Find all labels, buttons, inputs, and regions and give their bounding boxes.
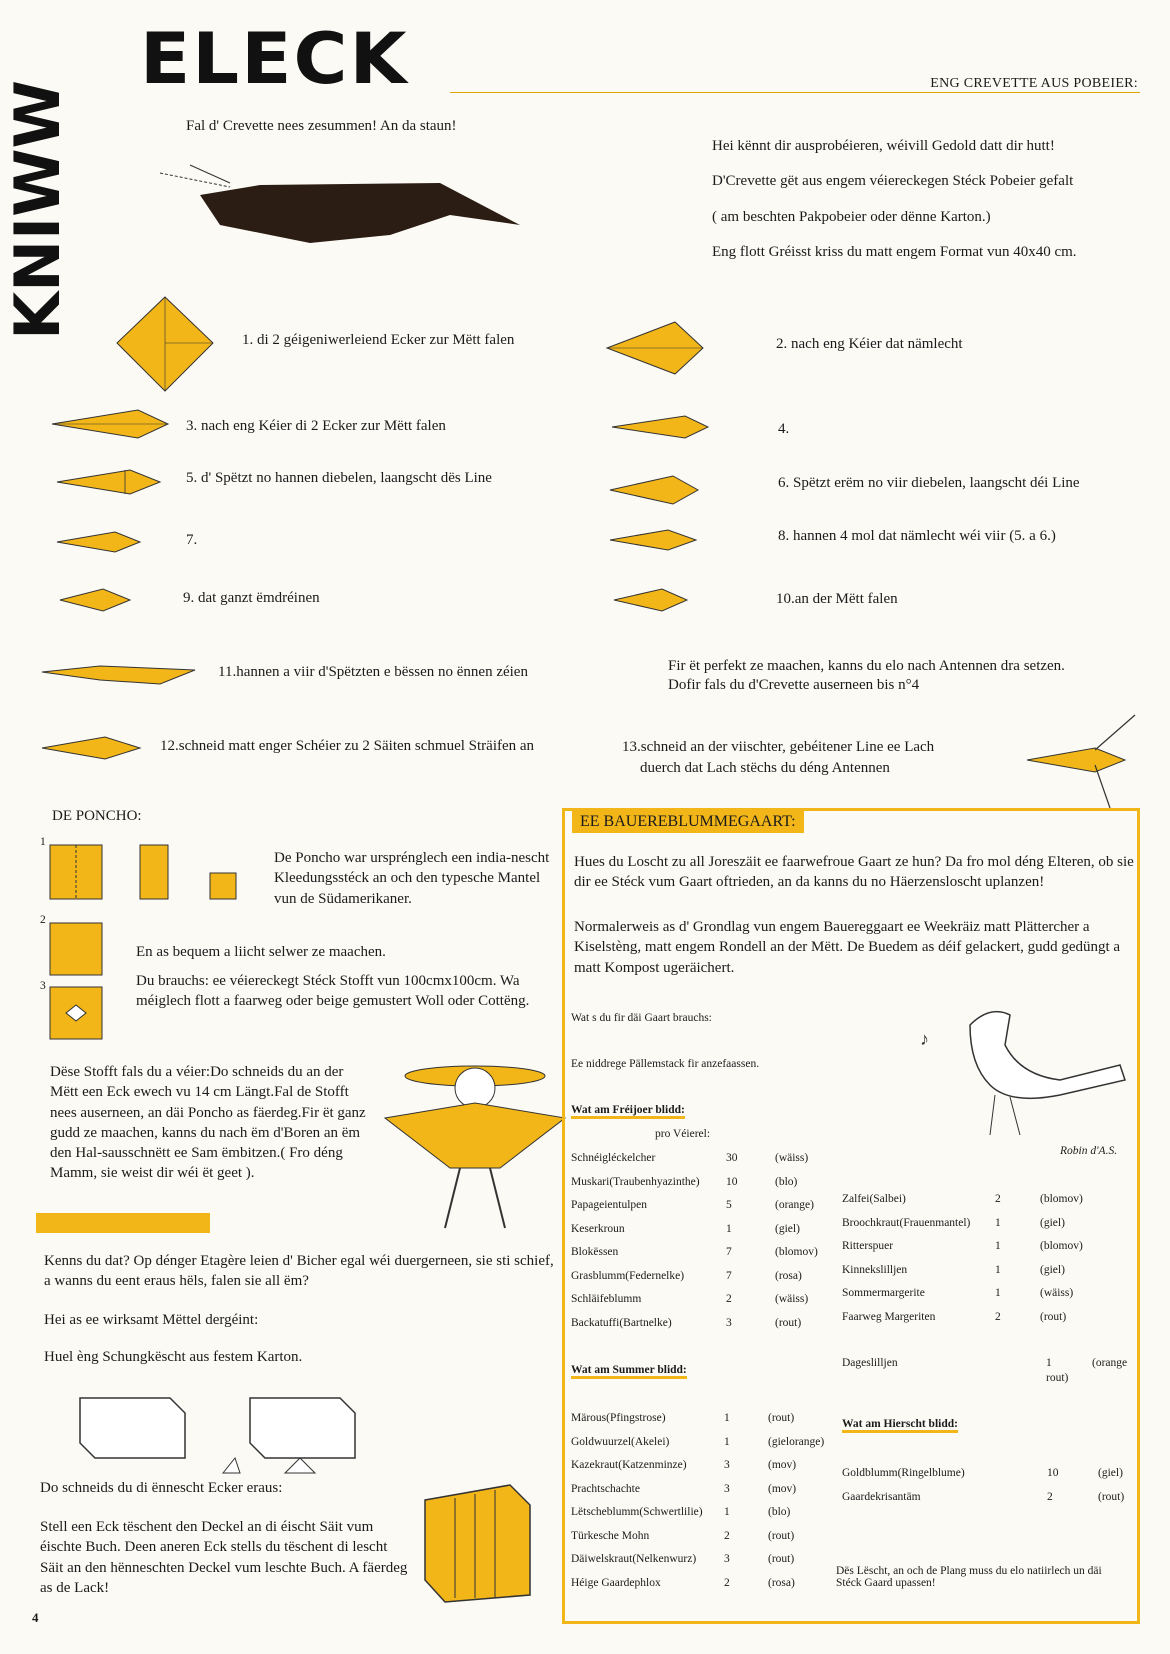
spring-plant-cell: Schläifeblumm: [571, 1293, 642, 1305]
books-cut: Do schneids du di ënnescht Ecker eraus:: [40, 1480, 283, 1496]
spring-plant-cell: 7: [726, 1246, 732, 1258]
poncho-easy: En as bequem a liicht selwer ze maachen.: [136, 944, 386, 960]
books-intro: Kenns du dat? Op dénger Etagère leien d' Bicher egal wéi duergerneen, sie sti schief, a wanns du eent eraus hëls, falen sie all ëm?: [44, 1253, 554, 1290]
vertical-title-text: KNIWW: [1, 80, 74, 340]
spring-plant-cell: Papageientulpen: [571, 1199, 648, 1211]
poncho-intro: De Poncho war ursprénglech een india-nescht Kleedungsstéck an och den typesche Mantel vun de Südamerikaner.: [274, 850, 550, 907]
autumn-title: Wat am Hierscht blidd:: [842, 1418, 958, 1433]
poncho-title: DE PONCHO:: [52, 808, 142, 824]
plant-cell: Faarweg Margeriten: [842, 1310, 936, 1323]
poncho-fig-1: 1: [40, 836, 46, 848]
fold-diagram-3: [50, 402, 170, 452]
summer-plant-cell: (rout): [768, 1529, 795, 1542]
summer-plant-cell: (rosa): [768, 1576, 795, 1589]
summer-plant-cell: 1: [724, 1412, 730, 1424]
summer-plant-cell: 3: [724, 1553, 730, 1565]
fold-diagram-4: [610, 412, 710, 442]
bookend-illustration: [420, 1480, 535, 1605]
page-number: 4: [32, 1610, 39, 1625]
spring-subtitle: pro Véierel:: [655, 1128, 711, 1140]
garden-need-item: Ee niddrege Pällemstack fir anzefaassen.: [571, 1058, 760, 1070]
plant-cell: 1: [995, 1287, 1001, 1299]
plant-cell: Kinnekslilljen: [842, 1263, 908, 1276]
autumn-plant-cell: (rout): [1098, 1490, 1125, 1503]
step-5: 5. d' Spëtzt no hannen diebelen, laangscht dës Line: [186, 470, 492, 486]
summer-plant-cell: 1: [724, 1506, 730, 1518]
autumn-plant-cell: (giel): [1098, 1467, 1123, 1479]
books-box: Huel èng Schungkëscht aus festem Karton.: [44, 1349, 303, 1365]
autumn-plant-cell: 10: [1047, 1467, 1059, 1479]
spring-plant-cell: 7: [726, 1269, 732, 1282]
garden-need-title: Wat s du fir däi Gaart brauchs:: [571, 1012, 712, 1024]
vertical-title: [1, 55, 88, 365]
spring-plant-cell: (blo): [775, 1175, 798, 1188]
dageslilljen-color: (orange: [1092, 1357, 1128, 1369]
garden-basics: Normalerweis as d' Grondlag vun engem Bauereggaart ee Weekräiz matt Plättercher a Kiselstèng, matt engem Rondell an der Mëtt. De Buedem as déif gelackert, gudd gedüngt a matt Kompost ugeräichert.: [574, 919, 1121, 976]
plant-cell: (giel): [1040, 1216, 1065, 1229]
spring-plant-cell: Backatuffi(Bartnelke): [571, 1316, 672, 1329]
step-11: 11.hannen a viir d'Spëtzten e bëssen no ënnen zéien: [218, 664, 528, 680]
summer-plant-cell: Goldwuurzel(Akelei): [571, 1435, 670, 1448]
fold-diagram-12: [40, 733, 145, 763]
spring-plant-cell: 5: [726, 1199, 732, 1211]
spring-plant-cell: 2: [726, 1293, 732, 1305]
autumn-plant-cell: Gaardekrisantäm: [842, 1490, 921, 1503]
plant-cell: Zalfei(Salbei): [842, 1193, 906, 1205]
antenna-note-1: Fir ët perfekt ze maachen, kanns du elo nach Antennen dra setzen.: [668, 658, 1065, 674]
spring-plant-cell: (rosa): [775, 1269, 802, 1282]
poncho-fig-2: 2: [40, 914, 46, 926]
plant-cell: (rout): [1040, 1310, 1067, 1323]
fold-diagram-1: [115, 295, 215, 395]
spring-title: Wat am Fréijoer blidd:: [571, 1104, 685, 1119]
spring-plant-cell: Keserkroun: [571, 1222, 625, 1235]
summer-plant-cell: 2: [724, 1576, 730, 1589]
summer-plant-cell: (rout): [768, 1412, 795, 1424]
autumn-plant-cell: Goldblumm(Ringelblume): [842, 1467, 965, 1479]
plant-cell: 1: [995, 1240, 1001, 1252]
spring-plant-cell: (rout): [775, 1316, 802, 1329]
plant-cell: 2: [995, 1310, 1001, 1323]
dageslilljen-qty: 1: [1046, 1357, 1052, 1369]
antenna-note-2: Dofir fals du d'Crevette auserneen bis n°4: [668, 677, 920, 693]
spring-plant-cell: (wäiss): [775, 1293, 809, 1305]
summer-plant-cell: Däiwelskraut(Nelkenwurz): [571, 1553, 697, 1565]
spring-plant-cell: Grasblumm(Federnelke): [571, 1269, 685, 1282]
step-6: 6. Spëtzt erëm no viir diebelen, laangscht déi Line: [778, 475, 1080, 491]
step-2: 2. nach eng Kéier dat nämlecht: [776, 336, 963, 352]
summer-plant-cell: (rout): [768, 1553, 795, 1565]
plant-cell: Broochkraut(Frauenmantel): [842, 1216, 971, 1229]
title-rule: [450, 92, 1140, 93]
fold-diagram-9: [58, 585, 138, 615]
summer-plant-cell: 1: [724, 1435, 730, 1448]
article-subtitle: ENG CREVETTE AUS POBEIER:: [930, 76, 1138, 91]
books-remedy: Hei as ee wirksamt Mëttel dergéint:: [44, 1312, 259, 1328]
summer-title: Wat am Summer blidd:: [571, 1364, 687, 1379]
summer-plant-cell: Héige Gaardephlox: [571, 1576, 661, 1589]
summer-plant-cell: (mov): [768, 1459, 797, 1471]
intro-text: Hei kënnt dir ausprobéieren, wéivill Gedold datt dir hutt! D'Crevette gët aus engem véiereckegen Stéck Pobeier gefalt ( am beschten Pakpobeier oder dënne Karton.) Eng flott Gréisst kriss du matt engem Format vun 40x40 cm.: [712, 138, 1077, 260]
step-4: 4.: [778, 421, 790, 437]
summer-plant-cell: Prachtschachte: [571, 1482, 640, 1495]
autumn-plant-cell: 2: [1047, 1490, 1053, 1503]
plant-cell: (wäiss): [1040, 1287, 1074, 1299]
spring-plant-cell: 1: [726, 1222, 732, 1235]
shoebox-diagram: [75, 1378, 365, 1478]
fold-diagram-6: [608, 470, 708, 510]
highlight-bar: [36, 1213, 210, 1233]
fold-diagram-11: [40, 660, 200, 690]
summer-plant-cell: 3: [724, 1459, 730, 1471]
svg-text:♪: ♪: [920, 1029, 929, 1049]
garden-title: EE BAUEREBLUMMEGAART:: [572, 811, 804, 833]
poncho-instructions: Dëse Stofft fals du a véier:Do schneids du an der Mëtt een Eck ewech vu 14 cm Längt.Fal de Stofft nees auserneen, an däi Poncho as fäerdeg.Fir ët ganz gudd ze maachen, kanns du nach ëm d'Boren an ëm den Hal-sausschnëtt ee Sam ëmbitzen.( Fro déng Mamm, sie weist dir wéi ët geet ).: [50, 1064, 366, 1182]
spring-plant-cell: 3: [726, 1316, 732, 1329]
step-13-line-2: duerch dat Lach stëchs du déng Antennen: [640, 760, 890, 776]
fold-diagram-7: [55, 527, 145, 557]
fold-diagram-8: [608, 525, 698, 555]
summer-plant-cell: 2: [724, 1529, 730, 1542]
fold-diagram-5: [55, 464, 165, 500]
summer-plant-cell: Märous(Pfingstrose): [571, 1412, 666, 1424]
summer-plant-cell: Türkesche Mohn: [571, 1529, 650, 1542]
plant-cell: Ritterspuer: [842, 1240, 894, 1252]
spring-plant-cell: 10: [726, 1175, 738, 1188]
dageslilljen-name: Dageslilljen: [842, 1357, 898, 1369]
poncho-material: Du brauchs: ee véiereckegt Stéck Stofft vun 100cmx100cm. Wa méiglech flott a faarweg oder beige gemustert Woll oder Cottëng.: [136, 973, 530, 1010]
fold-diagram-2: [605, 318, 705, 378]
dageslilljen-color-2: rout): [1046, 1372, 1069, 1384]
spring-plant-cell: (orange): [775, 1199, 814, 1211]
step-13-line-1: 13.schneid an der viischter, gebéitener Line ee Lach: [622, 739, 935, 755]
spring-plant-cell: (giel): [775, 1222, 800, 1235]
step-3: 3. nach eng Kéier di 2 Ecker zur Mëtt falen: [186, 418, 446, 434]
plant-cell: 2: [995, 1193, 1001, 1205]
shrimp-illustration: [160, 165, 540, 265]
step-1: 1. di 2 géigeniwerleiend Ecker zur Mëtt falen: [242, 332, 515, 348]
spring-plant-cell: Schnéigléckelcher: [571, 1152, 656, 1164]
fold-diagram-10: [612, 585, 692, 615]
garden-footnote: Dës Lëscht, an och de Plang muss du elo natiirlech un däi Stéck Gaard upassen!: [836, 1565, 1102, 1589]
plant-cell: Sommermargerite: [842, 1287, 925, 1299]
summer-plant-cell: (mov): [768, 1482, 797, 1495]
plant-cell: (giel): [1040, 1263, 1065, 1276]
books-instructions: Stell een Eck tëschent den Deckel an di éischt Säit vum éischte Buch. Deen aneren Eck stells du tëschent di lescht Säit an den hënneschten Deckel vum leschte Buch. A fäerdeg as de Lack!: [40, 1519, 408, 1596]
illustration-signature: Robin d'A.S.: [1060, 1145, 1118, 1157]
summer-plant-cell: Kazekraut(Katzenminze): [571, 1459, 687, 1471]
spring-plant-cell: (wäiss): [775, 1152, 809, 1164]
tagline: Fal d' Crevette nees zesummen! An da staun!: [186, 118, 457, 134]
spring-plant-cell: Blokëssen: [571, 1246, 619, 1258]
garden-intro: Hues du Loscht zu all Joreszäit ee faarwefroue Gaart ze hun? Da fro mol déng Elteren, ob sie dir ee Stéck vum Gaart oftrieden, an da kanns du no Häerzensloscht uplanzen!: [574, 854, 1134, 891]
bird-illustration: [910, 985, 1130, 1155]
poncho-bird-illustration: [380, 1048, 570, 1238]
step-7: 7.: [186, 532, 198, 548]
page-title: ELECK: [140, 18, 409, 100]
summer-plant-cell: Lëtscheblumm(Schwertlilie): [571, 1506, 703, 1518]
plant-cell: (blomov): [1040, 1240, 1083, 1252]
plant-cell: (blomov): [1040, 1193, 1083, 1205]
spring-plant-cell: (blomov): [775, 1246, 818, 1258]
step-10: 10.an der Mëtt falen: [776, 591, 898, 607]
summer-plant-cell: (gielorange): [768, 1435, 825, 1448]
step-12: 12.schneid matt enger Schéier zu 2 Säiten schmuel Sträifen an: [160, 738, 535, 754]
poncho-diagram: [38, 835, 248, 1045]
plant-cell: 1: [995, 1263, 1001, 1276]
spring-plant-cell: Muskari(Traubenhyazinthe): [571, 1175, 700, 1188]
step-9: 9. dat ganzt ëmdréinen: [183, 590, 320, 606]
spring-plant-cell: 30: [726, 1152, 738, 1164]
step-8: 8. hannen 4 mol dat nämlecht wéi viir (5. a 6.): [778, 528, 1056, 544]
fold-diagram-13: [1025, 710, 1135, 810]
summer-plant-cell: 3: [724, 1482, 730, 1495]
summer-plant-cell: (blo): [768, 1506, 791, 1518]
plant-cell: 1: [995, 1216, 1001, 1229]
poncho-fig-3: 3: [40, 980, 46, 992]
